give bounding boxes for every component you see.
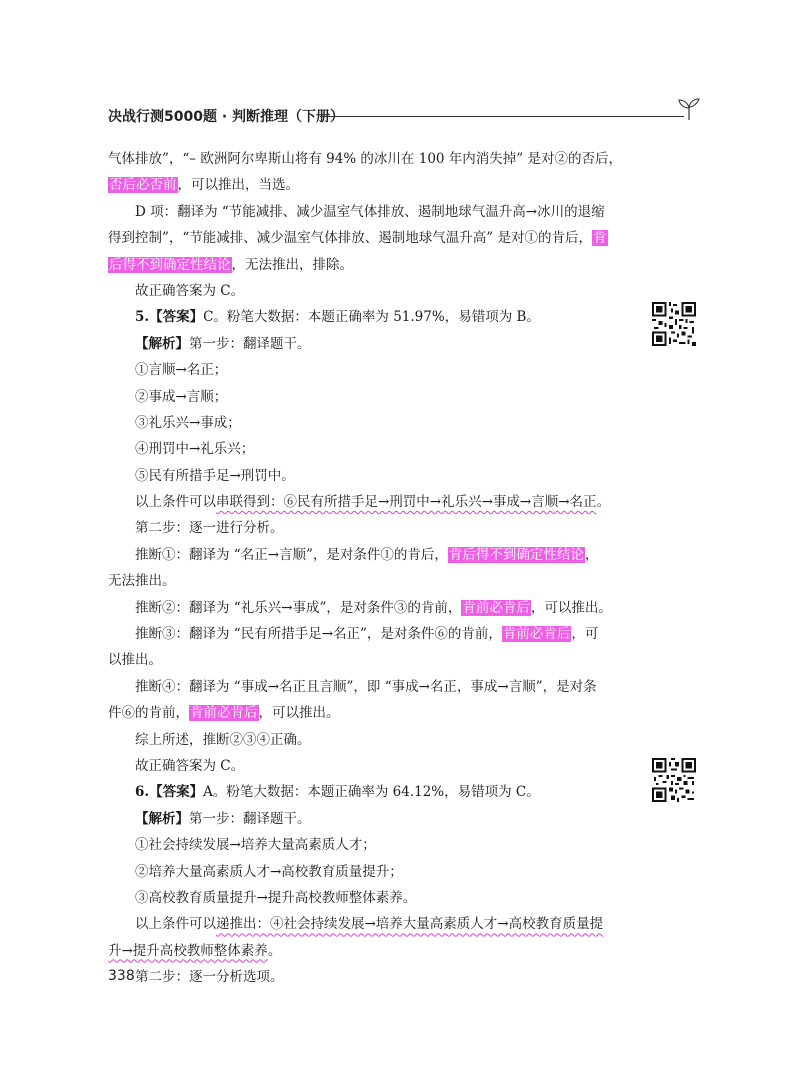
text: 得到控制”，“节能减排、减少温室气体排放、遏制地球气温升高” 是对①的肯后， — [108, 230, 592, 247]
text-line — [108, 700, 638, 726]
chain-line — [108, 911, 638, 937]
highlight: 肯 — [593, 230, 607, 247]
highlight: 后得不到确定性结论 — [109, 256, 231, 273]
condition: ②事成→言顺； — [135, 388, 228, 405]
highlight: 肯后得不到确定性结论 — [448, 546, 584, 563]
condition: ⑤民有所措手足→刑罚中。 — [135, 467, 295, 484]
text: ，可以推出。 — [530, 599, 612, 616]
text: 件⑥的肯前， — [108, 705, 189, 722]
text: A。粉笔大数据：本题正确率为 64.12%，易错项为 C。 — [203, 784, 540, 801]
text: 以上条件可以 — [135, 916, 216, 933]
text: 气体排放”，“– 欧洲阿尔卑斯山将有 94% 的冰川在 100 年内消失掉” 是对②的否后， — [108, 151, 622, 167]
text: 。 — [267, 942, 282, 959]
text: ，可以推出，当选。 — [177, 177, 299, 194]
condition: ②培养大量高素质人才→高校教育质量提升； — [135, 863, 403, 880]
text: 推断①：翻译为 “名正→言顺”，是对条件①的肯后， — [135, 546, 448, 563]
analysis-heading — [108, 806, 638, 832]
text: ，无法推出，排除。 — [231, 256, 353, 273]
answer-label: 5.【答案】 — [135, 309, 204, 326]
text: 第一步：翻译题干。 — [189, 810, 311, 827]
text: ， — [584, 546, 599, 563]
answer-heading — [108, 779, 638, 805]
page-number: 338 — [108, 968, 135, 984]
text-line: 无法推出。 — [108, 573, 176, 590]
highlight: 肯前必肯后 — [462, 599, 530, 616]
text-line — [108, 225, 638, 251]
condition: ①社会持续发展→培养大量高素质人才； — [135, 837, 376, 854]
analysis-label: 【解析】 — [135, 335, 189, 352]
page-header — [108, 100, 698, 134]
inference — [108, 595, 638, 621]
text-line: 第二步：逐一进行分析。 — [135, 520, 284, 537]
text-line: 以推出。 — [108, 652, 162, 669]
text: 以上条件可以 — [135, 494, 216, 511]
chain-line — [108, 938, 638, 964]
text: C。粉笔大数据：本题正确率为 51.97%，易错项为 B。 — [203, 309, 540, 326]
text: 第一步：翻译题干。 — [189, 335, 311, 352]
text: ，可 — [571, 626, 599, 643]
inference: 推断④：翻译为 “事成→名正且言顺”，即 “事成→名正，事成→言顺”，是对条 — [135, 678, 597, 695]
text-line — [108, 252, 638, 278]
highlight: 肯前必肯后 — [190, 705, 258, 722]
header-rule — [320, 116, 684, 117]
condition: ①言顺→名正； — [135, 362, 228, 379]
chain-line — [108, 489, 638, 515]
condition: ③高校教育质量提升→提升高校教师整体素养。 — [135, 889, 417, 906]
sprout-icon — [676, 98, 702, 122]
qr-code-icon[interactable] — [652, 302, 696, 346]
answer-heading — [108, 304, 638, 330]
text: 。 — [596, 494, 611, 511]
text-line — [108, 172, 638, 198]
highlight: 肯前必肯后 — [502, 626, 571, 643]
text-line: 故正确答案为 C。 — [135, 282, 245, 299]
text: ，可以推出。 — [258, 705, 340, 722]
analysis-label: 【解析】 — [135, 810, 189, 827]
analysis-heading — [108, 331, 638, 357]
qr-code-icon[interactable] — [652, 758, 696, 802]
answer-line: 故正确答案为 C。 — [135, 757, 245, 774]
wavy-underline: 串联得到：⑥民有所措手足→刑罚中→礼乐兴→事成→言顺→名正 — [216, 494, 597, 511]
inference — [108, 621, 638, 647]
condition: ④刑罚中→礼乐兴； — [135, 441, 255, 458]
text: 推断②：翻译为 “礼乐兴→事成”，是对条件③的肯前， — [135, 599, 462, 616]
text-line — [108, 146, 638, 172]
wavy-underline: 升→提升高校教师整体素养 — [108, 942, 268, 959]
inference — [108, 542, 638, 568]
text-line: 第二步：逐一分析选项。 — [135, 969, 284, 986]
summary: 综上所述，推断②③④正确。 — [135, 731, 311, 748]
highlight: 否后必否前 — [109, 177, 177, 194]
answer-label: 6.【答案】 — [135, 784, 204, 801]
text: D 项：翻译为 “节能减排、减少温室气体排放、遏制地球气温升高→冰川的退缩 — [135, 203, 605, 220]
condition: ③礼乐兴→事成； — [135, 414, 241, 431]
text-line — [108, 199, 638, 225]
text: 推断③：翻译为 “民有所措手足→名正”，是对条件⑥的肯前， — [135, 626, 502, 643]
page-body — [108, 146, 638, 991]
book-title: 决战行测5000题 · 判断推理（下册） — [108, 109, 345, 125]
wavy-underline: 递推出：④社会持续发展→培养大量高素质人才→高校教育质量提 — [216, 916, 604, 933]
